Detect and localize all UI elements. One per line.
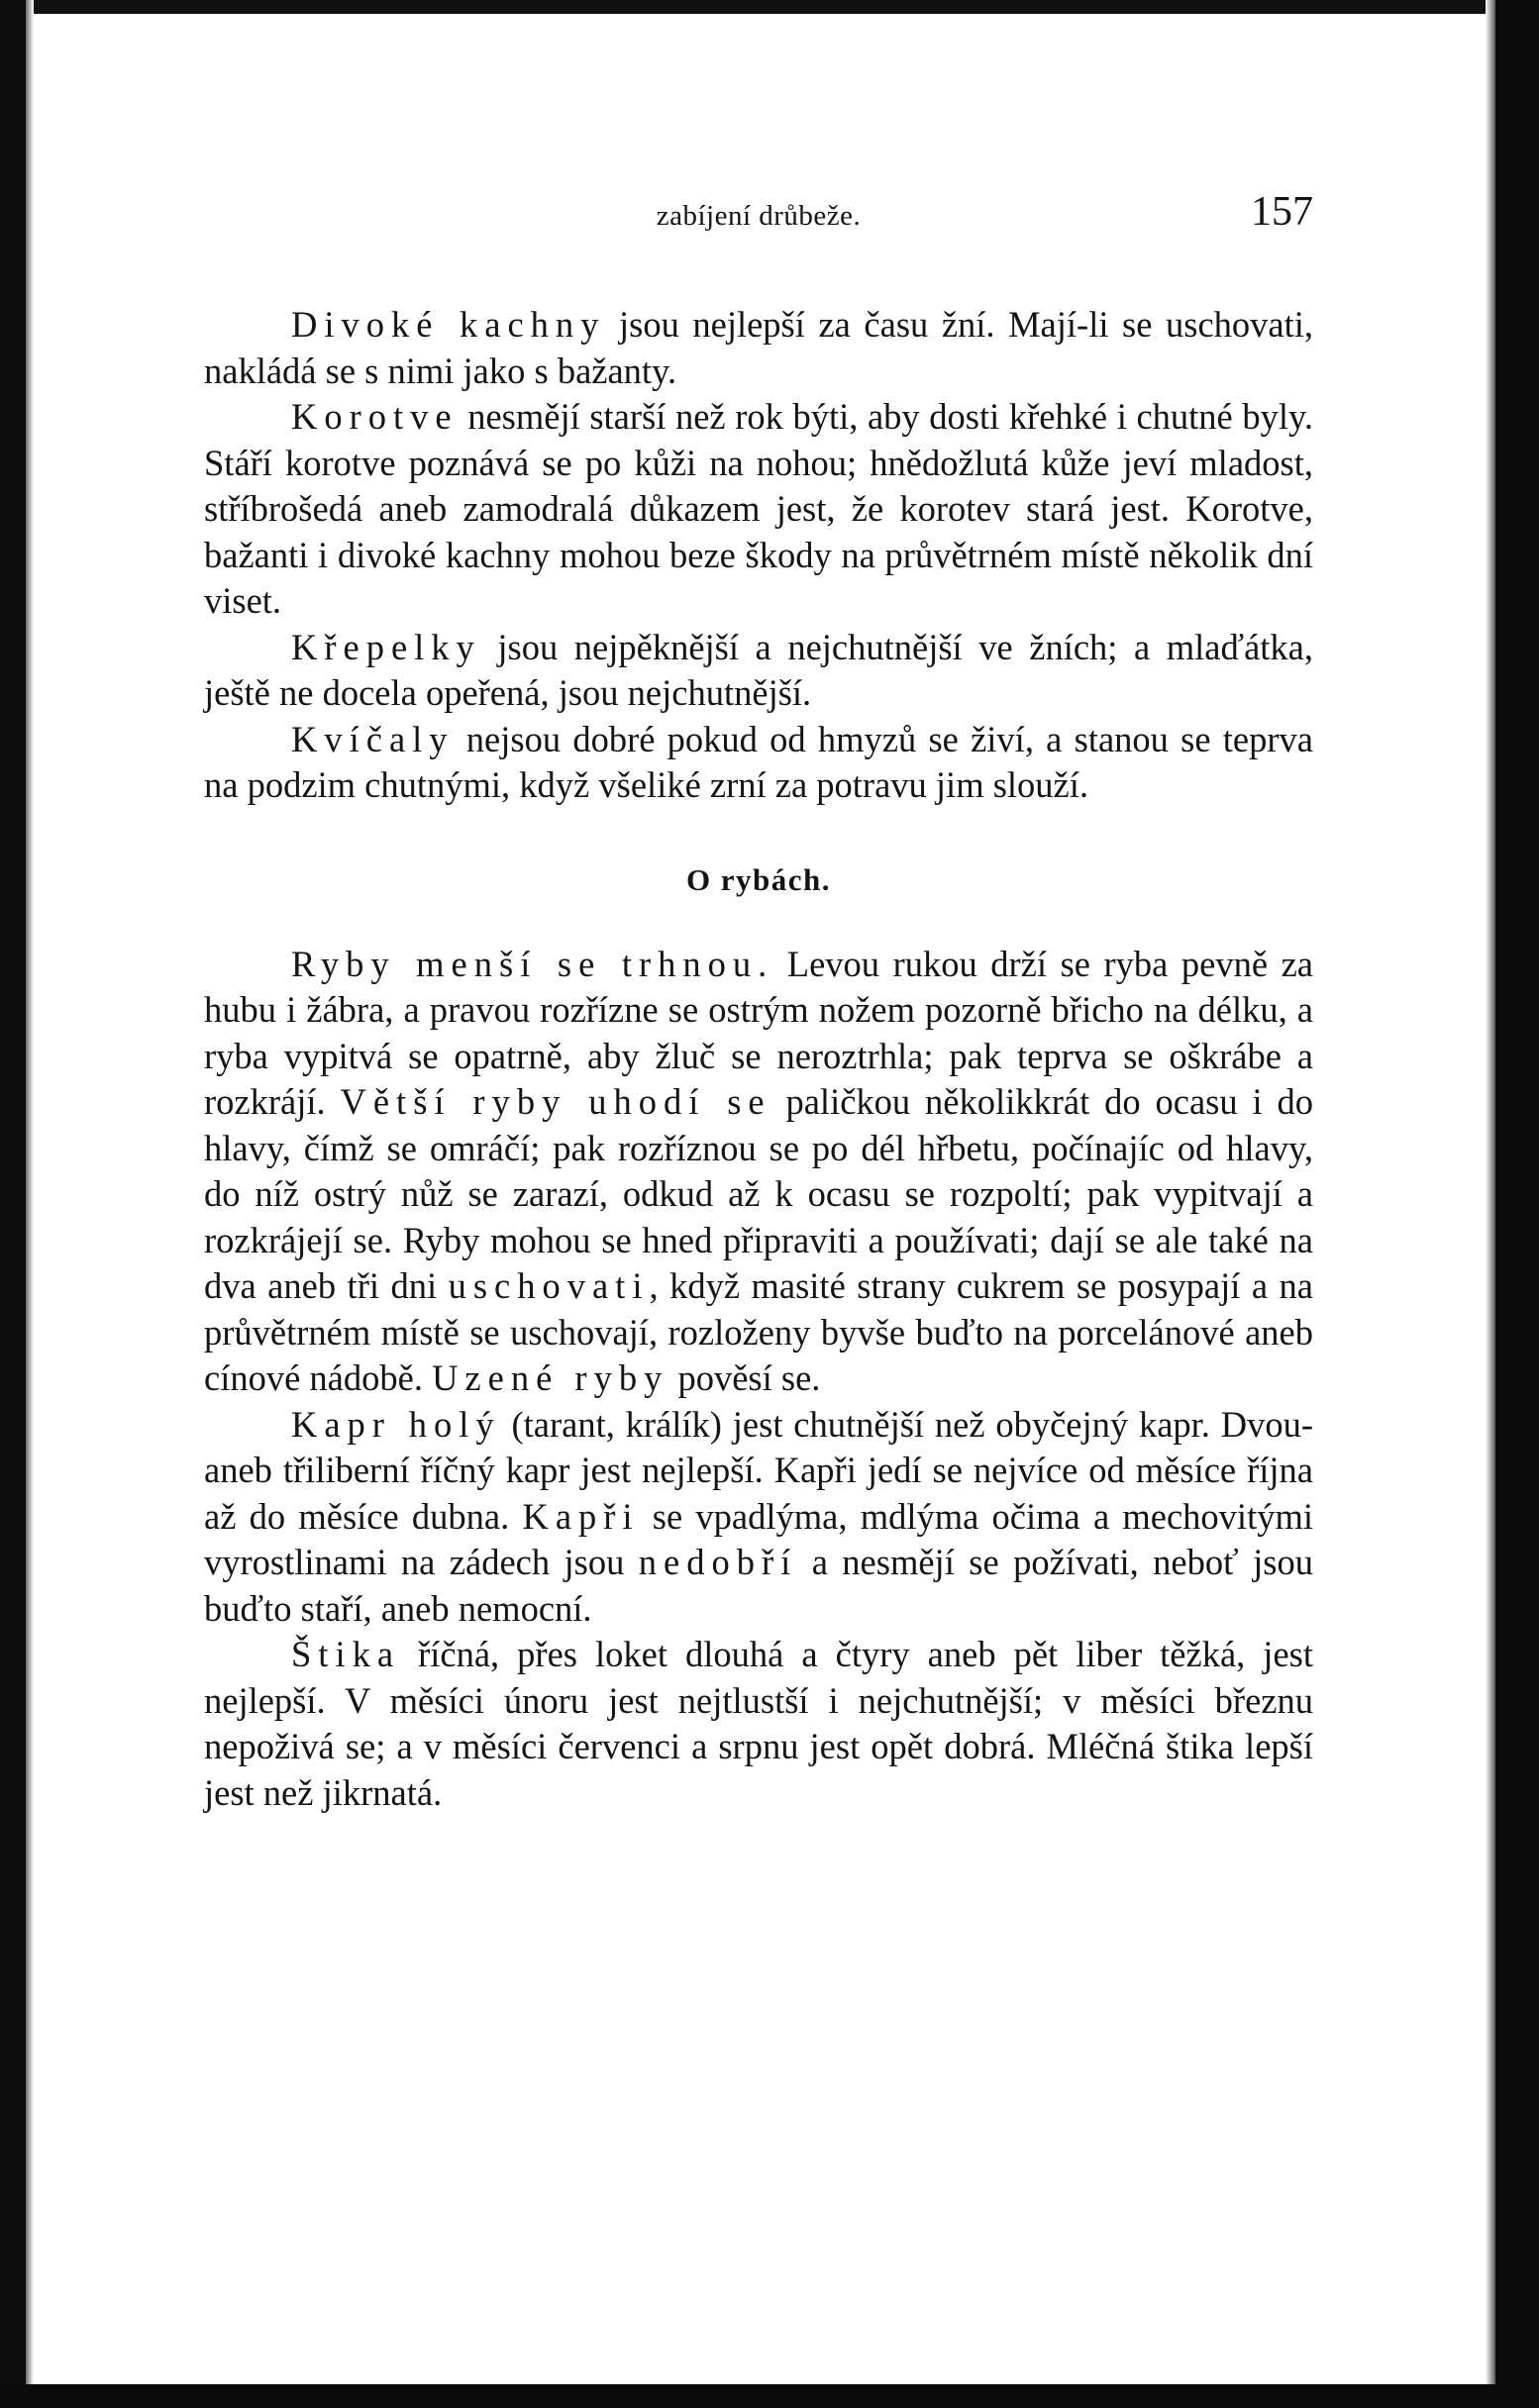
section-heading: O rybách. [685, 861, 832, 897]
scan-border-top [0, 0, 1539, 14]
scan-border-bottom [0, 2384, 1539, 2408]
page-header [204, 188, 1313, 248]
term-small-fish: Ryby menší se trhnou. [291, 943, 774, 984]
paragraph-text: paličkou několikkrát do ocasu i do hlavy, čímž se omráčí; pak rozříznou se po dél hřbetu, počínajíc od hlavy, do níž ostrý nůž se zarazí, odkud až k ocasu se rozpoltí; pak vypitvají a rozkrájejí se. Ryby mohou se hned připraviti a používati; dají se ale také na dva aneb tři dni [204, 1081, 1313, 1306]
term-large-fish: Větší ryby uhodí se [340, 1081, 771, 1122]
term-not-good: nedobří [638, 1542, 798, 1582]
running-head: zabíjení drůbeže. [656, 200, 862, 232]
paragraph-text: se vpadlýma, mdlýma očima a mechovitými vyrostlinami na zádech jsou [204, 1495, 1313, 1582]
scan-shadow-right [1486, 0, 1495, 2408]
paragraph-text: , když masité strany cukrem se posypají a na průvětrném místě se uschovají, rozloženy byvše buďto na porcelánové aneb cínové nádobě. [204, 1265, 1313, 1398]
term-carps: Kapři [522, 1495, 640, 1537]
paragraph-text: nejsou dobré pokud od hmyzů se živí, a stanou se teprva na podzim chutnými, když všeliké zrní za potravu jim slouží. [204, 718, 1313, 805]
paragraph-text: říčná, přes loket dlouhá a čtyry aneb pět liber těžká, jest nejlepší. V měsíci únoru jest nejtlustší i nejchutnější; v měsíci březnu nepoživá se; a v měsíci červenci a srpnu jest opět dobrá. Mléčná štika lepší jest než jikrnatá. [204, 1634, 1313, 1813]
paragraph-text: Levou rukou drží se ryba pevně za hubu i žábra, a pravou rozřízne se ostrým nožem pozorně břicho na délku, a ryba vypitvá se opatrně, aby žluč se neroztrhla; pak teprva se oškrábe a rozkrájí. [204, 943, 1313, 1122]
book-page [204, 188, 1313, 1816]
paragraph-partridges [204, 394, 1313, 625]
scan-border-left [0, 0, 26, 2408]
body-text-fish [204, 942, 1313, 1817]
body-text-top [204, 302, 1313, 809]
term-pike: Štika [291, 1634, 401, 1674]
scan-shadow-left [26, 0, 34, 2408]
term-preserve: uschovati [448, 1265, 650, 1306]
term-wild-ducks: Divoké kachny [291, 304, 606, 345]
term-partridges: Korotve [291, 396, 459, 437]
paragraph-pike [204, 1632, 1313, 1816]
paragraph-text: nesmějí starší než rok býti, aby dosti křehké i chutné byly. Stáří korotve poznává se po kůži na nohou; hnědožlutá kůže jeví mladost, stříbrošedá aneb zamodralá důkazem jest, že korotev stará jest. Korotve, bažanti i divoké kachny mohou beze škody na průvětrném místě několik dní viset. [204, 396, 1313, 621]
paragraph-text: a nesmějí se požívati, neboť jsou buďto staří, aneb nemocní. [204, 1542, 1313, 1629]
scan-border-right [1495, 0, 1539, 2408]
paragraph-text: pověsí se. [668, 1357, 821, 1398]
paragraph-fieldfares [204, 717, 1313, 809]
page-number: 157 [1251, 189, 1313, 235]
paragraph-carp [204, 1402, 1313, 1633]
term-smoked-fish: Uzené ryby [432, 1357, 669, 1398]
paragraph-fish-prep [204, 942, 1313, 1402]
term-fieldfares: Kvíčaly [291, 718, 455, 759]
paragraph-text: (tarant, králík) jest chutnější než obyčejný kapr. Dvou- aneb třiliberní říčný kapr jest nejlepší. Kapři jedí se nejvíce od měsíce října až do měsíce dubna. [204, 1403, 1313, 1537]
term-quails: Křepelky [291, 626, 481, 667]
paragraph-text: jsou nejpěknější a nejchutnější ve žních; a mlaďátka, ještě ne docela opeřená, jsou nejchutnější. [204, 626, 1313, 713]
paragraph-text: jsou nejlepší za času žní. Mají-li se uschovati, nakládá se s nimi jako s bažanty. [204, 304, 1314, 391]
paragraph-quails [204, 625, 1313, 717]
paragraph-wild-ducks [204, 302, 1313, 394]
term-carp: Kapr holý [291, 1403, 501, 1445]
